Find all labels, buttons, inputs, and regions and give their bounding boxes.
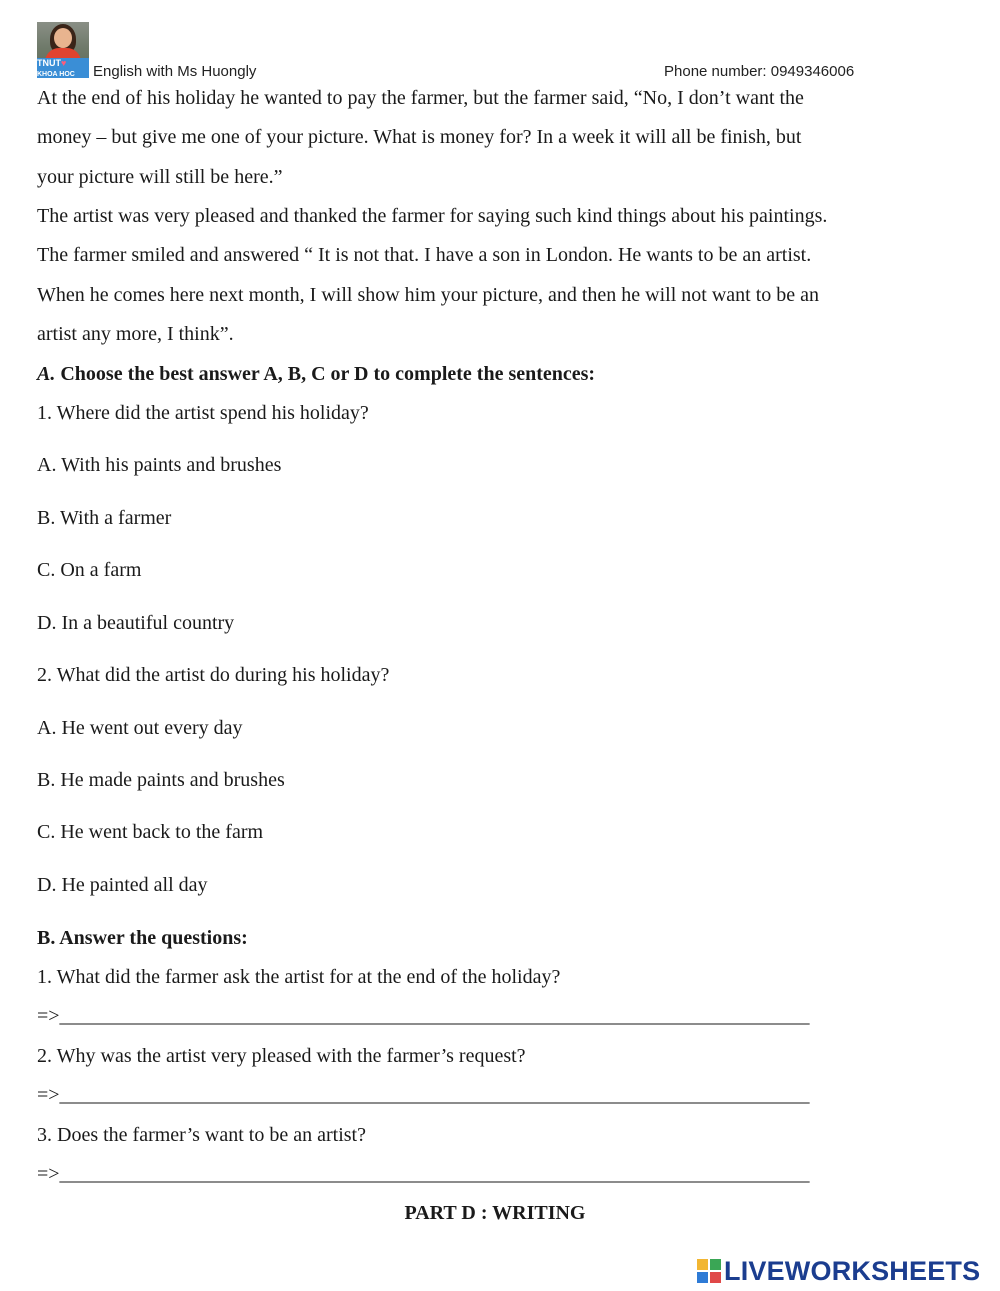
question-b2: 2. Why was the artist very pleased with the farmer’s request? — [37, 1045, 526, 1067]
option-a1-b[interactable]: B. With a farmer — [37, 507, 172, 529]
logo-text: LIVEWORKSHEETS — [724, 1255, 981, 1286]
liveworksheets-logo — [697, 1255, 980, 1287]
option-a1-c[interactable]: C. On a farm — [37, 559, 142, 581]
option-a1-a[interactable]: A. With his paints and brushes — [37, 454, 282, 476]
passage-line: At the end of his holiday he wanted to pay the farmer, but the farmer said, “No, I don’t want the — [37, 87, 804, 109]
option-a2-c[interactable]: C. He went back to the farm — [37, 821, 264, 843]
section-a-heading — [37, 362, 595, 386]
option-a2-a[interactable]: A. He went out every day — [37, 717, 243, 739]
avatar-sign-text: TNUT — [37, 58, 61, 68]
header-phone: Phone number: 0949346006 — [664, 63, 855, 80]
section-a-title: Choose the best answer A, B, C or D to complete the sentences: — [55, 363, 596, 385]
answer-field-b2[interactable]: =>___________________________________________________________________________ — [37, 1084, 810, 1106]
heart-icon: ♥ — [61, 58, 67, 68]
option-a2-d[interactable]: D. He painted all day — [37, 874, 208, 896]
passage-line: artist any more, I think”. — [37, 323, 234, 345]
section-b-heading: B. Answer the questions: — [37, 927, 248, 949]
part-d-heading: PART D : WRITING — [404, 1202, 586, 1224]
logo-grid-icon — [697, 1259, 721, 1283]
section-a-letter: A. — [37, 363, 56, 385]
question-b1: 1. What did the farmer ask the artist for at the end of the holiday? — [37, 966, 561, 988]
avatar-face — [54, 28, 72, 48]
header-author: English with Ms Huongly — [93, 63, 257, 80]
question-a2: 2. What did the artist do during his holiday? — [37, 664, 390, 686]
answer-field-b1[interactable]: =>___________________________________________________________________________ — [37, 1005, 810, 1027]
option-a1-d[interactable]: D. In a beautiful country — [37, 612, 235, 634]
passage-line: your picture will still be here.” — [37, 166, 283, 188]
passage-line: The artist was very pleased and thanked the farmer for saying such kind things about his paintings. — [37, 205, 828, 227]
passage-line: The farmer smiled and answered “ It is not that. I have a son in London. He wants to be an artist. — [37, 244, 812, 266]
author-avatar — [37, 22, 89, 78]
question-a1: 1. Where did the artist spend his holiday? — [37, 402, 369, 424]
logo-square — [710, 1272, 721, 1283]
logo-square — [697, 1272, 708, 1283]
answer-field-b3[interactable]: =>___________________________________________________________________________ — [37, 1163, 810, 1185]
passage-line: When he comes here next month, I will show him your picture, and then he will not want to be an — [37, 284, 820, 306]
avatar-sign — [37, 58, 89, 78]
passage-line: money – but give me one of your picture. What is money for? In a week it will all be finish, but — [37, 126, 802, 148]
logo-square — [710, 1259, 721, 1270]
avatar-sign-subtext: KHOA HOC — [37, 71, 75, 78]
logo-square — [697, 1259, 708, 1270]
question-b3: 3. Does the farmer’s want to be an artist? — [37, 1124, 366, 1146]
option-a2-b[interactable]: B. He made paints and brushes — [37, 769, 285, 791]
